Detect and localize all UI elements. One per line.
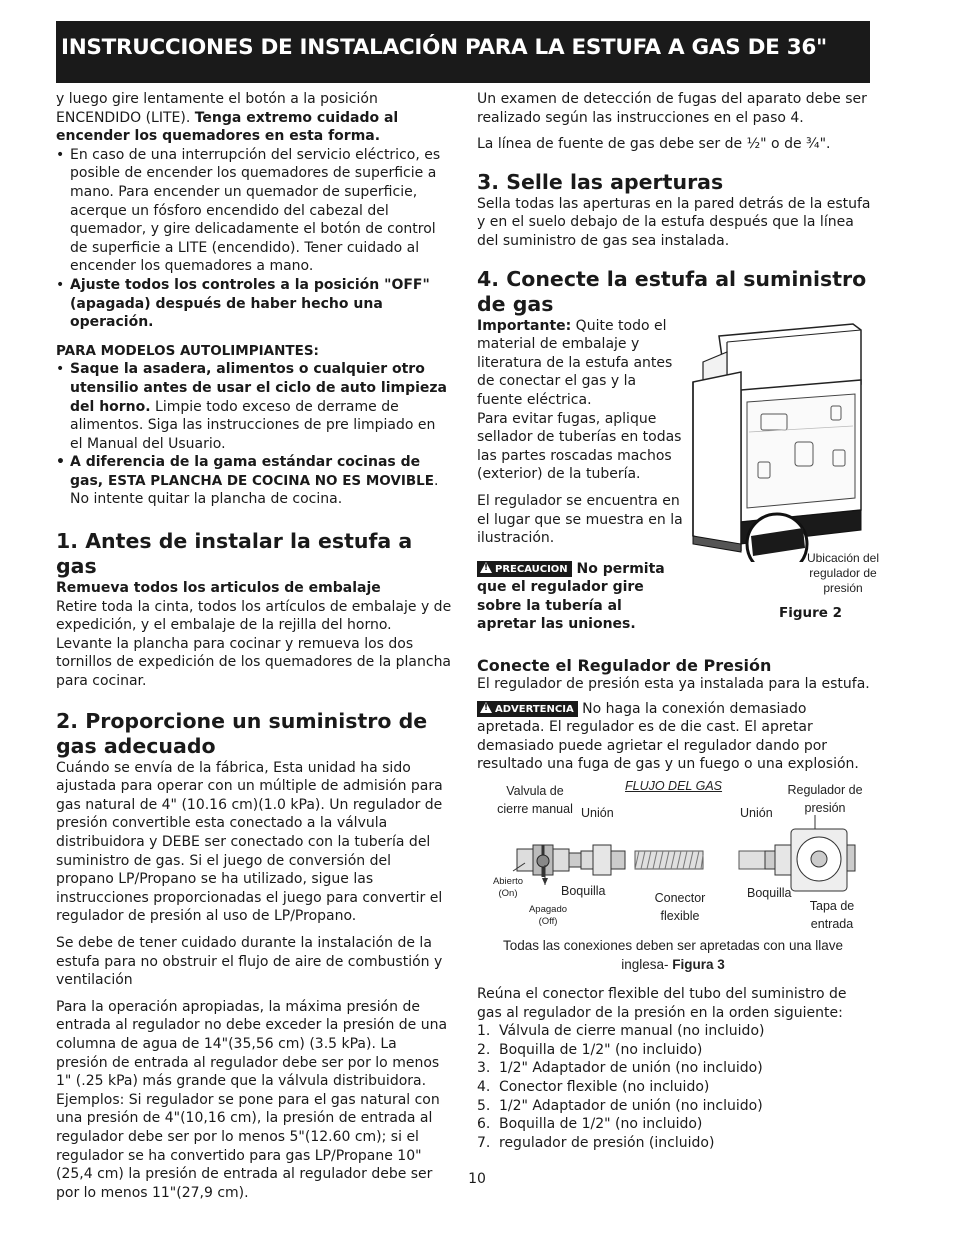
list-item: 3. 1/2" Adaptador de unión (no incluido) bbox=[477, 1060, 763, 1077]
figure-3-caption: Todas las conexiones deben ser apretadas con una llave inglesa- Figura 3 bbox=[503, 938, 843, 972]
caution-badge: !PRECAUCION bbox=[477, 561, 572, 577]
assembly-intro: Reúna el conector flexible del tubo del suministro de gas al regulador de la presión en la orden siguiente: bbox=[477, 986, 847, 1021]
list-item: • Ajuste todos los controles a la posición "OFF" (apagada) después de haber hecho una operación. bbox=[56, 276, 430, 331]
section-2-paragraph: Se debe de tener cuidado durante la instalación de la estufa para no obstruir el flujo de aire de combustión y ventilación bbox=[56, 934, 443, 989]
section-1-heading: 1. Antes de instalar la estufa a gas bbox=[56, 529, 413, 579]
warning-note: !ADVERTENCIA No haga la conexión demasiado apretada. El regulador es de die cast. El apretar demasiado puede agrietar el regulador dando por resultado una fuga de gas y un fuego o una explosión. bbox=[477, 700, 873, 774]
nozzle-label: Boquilla bbox=[747, 886, 792, 900]
section-1-text: Retire toda la cinta, todos los artículos de embalaje y de expedición, y el embalaje de la rejilla del horno. Levante la plancha para cocinar y remueva los dos tornillos de expedición de los quemadores de la plancha para cocinar. bbox=[56, 598, 452, 690]
inlet-cap-label: Tapa de entrada bbox=[809, 899, 855, 931]
list-item: 7. regulador de presión (incluido) bbox=[477, 1134, 715, 1151]
important-note: Importante: Quite todo el material de embalaje y literatura de la estufa antes de conectar el gas y la fuente eléctrica. bbox=[477, 317, 673, 408]
section-3-text: Sella todas las aperturas en la pared detrás de la estufa y en el suelo debajo de la estufa después que la línea del suministro de gas sea instalada. bbox=[477, 195, 871, 249]
parts-list bbox=[477, 1022, 873, 1152]
list-item: 2. Boquilla de 1/2" (no incluido) bbox=[477, 1041, 703, 1058]
list-item: 1. Válvula de cierre manual (no incluido) bbox=[477, 1023, 765, 1040]
section-4-heading: 4. Conecte la estufa al suministro de gas bbox=[477, 266, 867, 316]
left-column bbox=[56, 90, 452, 1202]
section-2-paragraph: Para la operación apropiadas, la máxima presión de entrada al regulador no debe exceder la presión de una columna de agua de 14"(35,56 cm) (3.5 kPa). La presión de entrada al regulador debe ser por lo menos 1" (.25 kPa) más grande que la válvula distribuidora. Ejemplos: Si regulador se pone para el gas natural con una presión de 4"(10,16 cm), la presión de entrada al regulador debe ser por lo menos 5"(12.60 cm); si el regulador se ha convertido para gas LP/Propane 10"(25,4 cm) la presión de entrada al regulador debe ser por lo menos 11"(27,9 cm). bbox=[56, 998, 448, 1201]
sealant-paragraph: Para evitar fugas, aplique sellador de tuberías en todas las partes roscadas machos (exterior) de la tubería. bbox=[477, 410, 682, 483]
figure-2 bbox=[683, 322, 890, 632]
regulator-heading: Conecte el Regulador de Presión bbox=[477, 656, 772, 676]
closed-position-label: Apagado (Off) bbox=[528, 904, 568, 927]
warning-triangle-icon bbox=[480, 702, 492, 713]
union-label: Unión bbox=[581, 806, 614, 820]
valve-label: Valvula de cierre manual bbox=[497, 784, 573, 816]
gas-line-paragraph: La línea de fuente de gas debe ser de ½" o de ¾". bbox=[477, 136, 831, 153]
assembly-order-section bbox=[477, 985, 873, 1152]
intro-paragraph: y luego gire lentamente el botón a la posición ENCENDIDO (LITE). Tenga extremo cuidado al encender los quemadores en esta forma. bbox=[56, 91, 399, 145]
leak-test-paragraph: Un examen de detección de fugas del aparato debe ser realizado según las instrucciones en el paso 4. bbox=[477, 91, 867, 126]
list-item: • Saque la asadera, alimentos o cualquier otro utensilio antes de usar el ciclo de auto limpieza del horno. Limpie todo exceso de derrame de alimentos. Siga las instrucciones de pre limpiado en el Manual del Usuario. bbox=[56, 361, 448, 452]
self-clean-heading: PARA MODELOS AUTOLIMPIANTES: bbox=[56, 342, 319, 359]
list-item: 6. Boquilla de 1/2" (no incluido) bbox=[477, 1116, 703, 1133]
section-2-heading: 2. Proporcione un suministro de gas adecuado bbox=[56, 708, 428, 758]
section-4-text-block bbox=[477, 317, 683, 635]
nozzle-label: Boquilla bbox=[561, 884, 606, 898]
list-item: 5. 1/2" Adaptador de unión (no incluido) bbox=[477, 1097, 763, 1114]
page-title: INSTRUCCIONES DE INSTALACIÓN PARA LA ESTUFA A GAS DE 36" bbox=[61, 35, 827, 60]
regulator-location-label: Ubicación del regulador de presión bbox=[806, 551, 880, 595]
flexible-connector-label: Conector flexible bbox=[654, 891, 706, 923]
section-3-heading: 3. Selle las aperturas bbox=[477, 169, 724, 194]
caution-note: !PRECAUCION No permita que el regulador gire sobre la tubería al apretar las uniones. bbox=[477, 560, 683, 634]
list-item: • En caso de una interrupción del servicio eléctrico, es posible de encender los quemadores de superficie a mano. Para encender un quemador de superficie, acerque un fósforo encendido del cabezal del quemador, y gire delicadamente el botón de control de superficie a LITE (encendido). Tener cuidado al encender los quemadores a mano. bbox=[56, 146, 441, 275]
range-illustration bbox=[683, 322, 890, 562]
figure-2-caption: Figure 2 bbox=[779, 605, 843, 621]
list-item: 4. Conector flexible (no incluido) bbox=[477, 1078, 710, 1095]
regulator-location-paragraph: El regulador se encuentra en el lugar que se muestra en la ilustración. bbox=[477, 492, 683, 547]
page-header bbox=[56, 21, 870, 83]
list-item: • A diferencia de la gama estándar cocinas de gas, ESTA PLANCHA DE COCINA NO ES MOVIBLE. No intente quitar la plancha de cocina. bbox=[56, 454, 439, 508]
union-label: Unión bbox=[740, 806, 773, 820]
section-2-paragraph: Cuándo se envía de la fábrica, Esta unidad ha sido ajustada para operar con un múltiple de admisión para gas natural de 4" (10.16 cm)(1.0 kPa). Un regulador de presión convertible esta conectado a la válvula distribuidora y DEBE ser conectado con la tubería del suministro de gas. Si el juego de conversión del propano LP/Propano se ha utilizado, sigue las instrucciones proporcionadas el juego para convertir el regulador de presión al uso de LP/Propano. bbox=[56, 759, 443, 925]
open-position-label: Abierto (On) bbox=[492, 876, 524, 899]
section-1-subheading: Remueva todos los articulos de embalaje bbox=[56, 580, 381, 597]
flow-label: FLUJO DEL GAS bbox=[625, 779, 723, 793]
figure-3 bbox=[485, 775, 865, 935]
warning-triangle-icon bbox=[480, 562, 492, 573]
warning-badge: !ADVERTENCIA bbox=[477, 701, 578, 717]
regulator-text: El regulador de presión esta ya instalada para la estufa. bbox=[477, 676, 870, 693]
page-number: 10 bbox=[468, 1171, 486, 1187]
regulator-label: Regulador de presión bbox=[787, 783, 863, 815]
